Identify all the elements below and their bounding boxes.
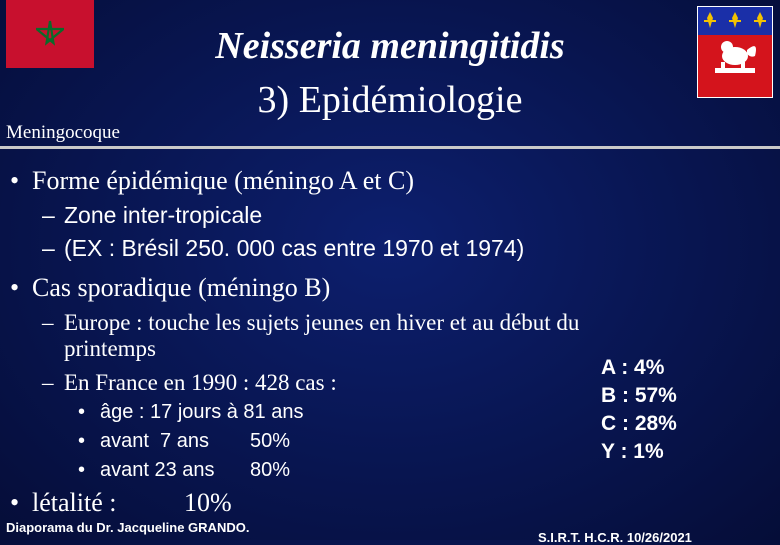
sub-bullet-brazil: – (EX : Brésil 250. 000 cas entre 1970 et 1974) — [42, 235, 525, 261]
title-divider — [0, 146, 780, 149]
serogroup-c: C : 28% — [601, 412, 677, 435]
footer-date: S.I.R.T. H.C.R. 10/26/2021 — [538, 530, 692, 545]
bullet-epidemic: • Forme épidémique (méningo A et C) — [10, 166, 414, 195]
lyon-coat-of-arms-icon — [697, 6, 773, 98]
item-age: • âge : 17 jours à 81 ans — [78, 401, 304, 423]
serogroup-y: Y : 1% — [601, 440, 664, 463]
item-before-23: • avant 23 ans 80% — [78, 459, 291, 481]
bullet-sporadic: • Cas sporadique (méningo B) — [10, 273, 331, 302]
serogroup-b: B : 57% — [601, 384, 677, 407]
sub-bullet-europe-cont: printemps — [64, 336, 156, 361]
moroccan-flag-icon — [6, 0, 94, 68]
slide-subtitle: 3) Epidémiologie — [257, 79, 523, 121]
topic-label: Meningocoque — [6, 122, 120, 143]
item-before-7: • avant 7 ans 50% — [78, 430, 291, 452]
sub-bullet-france: – En France en 1990 : 428 cas : — [42, 370, 337, 395]
slide-title: Neisseria meningitidis — [215, 25, 565, 67]
sub-bullet-zone: – Zone inter-tropicale — [42, 202, 263, 228]
serogroup-a: A : 4% — [601, 356, 665, 379]
footer-credit: Diaporama du Dr. Jacqueline GRANDO. — [6, 520, 250, 535]
green-star-icon — [36, 19, 64, 47]
sub-bullet-europe: – Europe : touche les sujets jeunes en hiver et au début du — [42, 310, 580, 335]
bullet-lethality: • létalité : 10% — [10, 488, 232, 517]
